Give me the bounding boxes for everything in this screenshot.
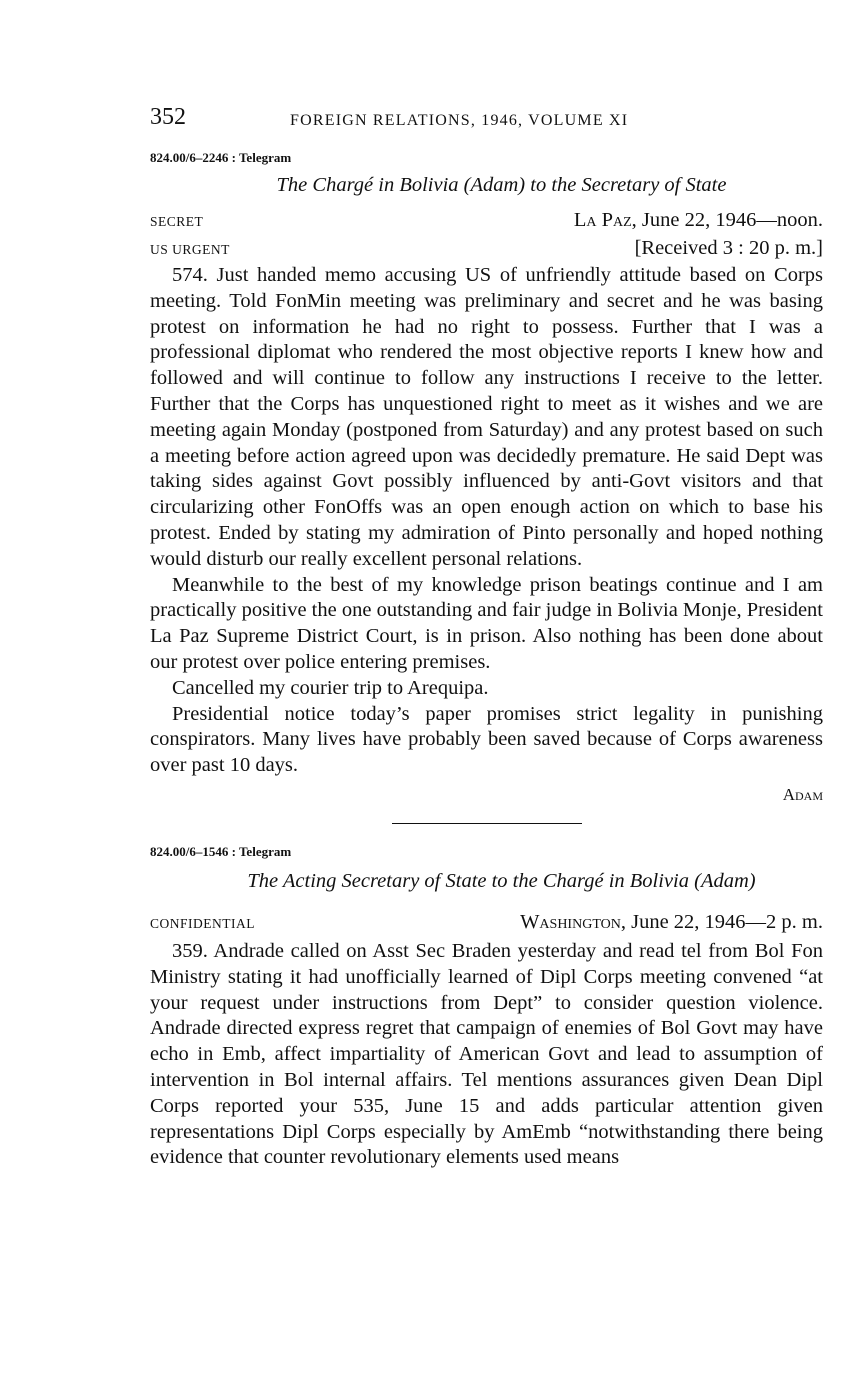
dateline (520, 909, 823, 935)
place: Washington (520, 910, 621, 933)
signature: Adam (782, 784, 823, 804)
file-reference: 824.00/6–1546 : Telegram (150, 843, 292, 859)
volume-title: FOREIGN RELATIONS, 1946, VOLUME XI (290, 112, 629, 129)
page-number: 352 (150, 104, 186, 130)
priority-label: US URGENT (150, 242, 230, 257)
document-2 (150, 844, 823, 1171)
paragraph: 574. Just handed memo accusing US of unfriendly attitude based on Corps meeting. Told FonMin meeting was preliminary and secret and he was basing protest on information he had no right to possess. Further that I was a professional diplomat who rendered the most objective reports I knew how and followed and will continue to follow any instructions I receive to the letter. Further that the Corps has unquestioned right to meet as it wishes and we are meeting again Monday (postponed from Saturday) and any protest based on such a meeting before action agreed upon was decidedly premature. He said Dept was taking sides against Govt possibly influenced by anti-Govt visitors and that circularizing other FonOffs was an open enough action on which to base his protest. Ended by stating my admiration of Pinto personally and hoped nothing would disturb our really excellent personal relations. (150, 264, 823, 570)
document-page (150, 98, 823, 1171)
file-reference: 824.00/6–2246 : Telegram (150, 150, 292, 165)
running-head (150, 98, 823, 138)
date: , June 22, 1946—2 p. m. (620, 910, 823, 933)
dateline (574, 207, 823, 233)
received-time: [Received 3 : 20 p. m.] (634, 237, 823, 259)
classification-label: CONFIDENTIAL (150, 915, 255, 931)
place: La Paz (573, 209, 632, 231)
document-title: The Chargé in Bolivia (Adam) to the Secretary of State (276, 174, 727, 196)
classification-label: SECRET (150, 214, 204, 229)
paragraph: Presidential notice today’s paper promises strict legality in punishing conspirators. Many lives have probably been saved because of Corps awareness over past 10 days. (150, 702, 823, 777)
document-title: The Acting Secretary of State to the Chargé in Bolivia (Adam) (247, 869, 756, 892)
date: , June 22, 1946—noon. (631, 209, 823, 231)
section-divider (392, 823, 582, 824)
dateline-row (150, 909, 823, 937)
paragraph: Meanwhile to the best of my knowledge prison beatings continue and I am practically positive the one outstanding and fair judge in Bolivia Monje, President La Paz Supreme District Court, is in prison. Also nothing has been done about our protest over police entering premises. (150, 573, 823, 673)
dateline-row (150, 207, 823, 235)
document-1 (150, 150, 823, 809)
paragraph: 359. Andrade called on Asst Sec Braden yesterday and read tel from Bol Fon Ministry stating it had unofficially learned of Dipl Corps meeting convened “at your request under instructions from Dept” to consider question violence. Andrade directed express regret that campaign of enemies of Bol Govt may have echo in Emb, affect impartiality of American Govt and lead to assumption of intervention in Bol internal affairs. Tel mentions assurances given Dean Dipl Corps reported your 535, June 15 and adds particular attention given representations Dipl Corps especially by AmEmb “notwithstanding there being evidence that counter revolutionary elements used means (150, 939, 823, 1169)
paragraph: Cancelled my courier trip to Arequipa. (172, 676, 489, 699)
received-row (150, 235, 823, 263)
